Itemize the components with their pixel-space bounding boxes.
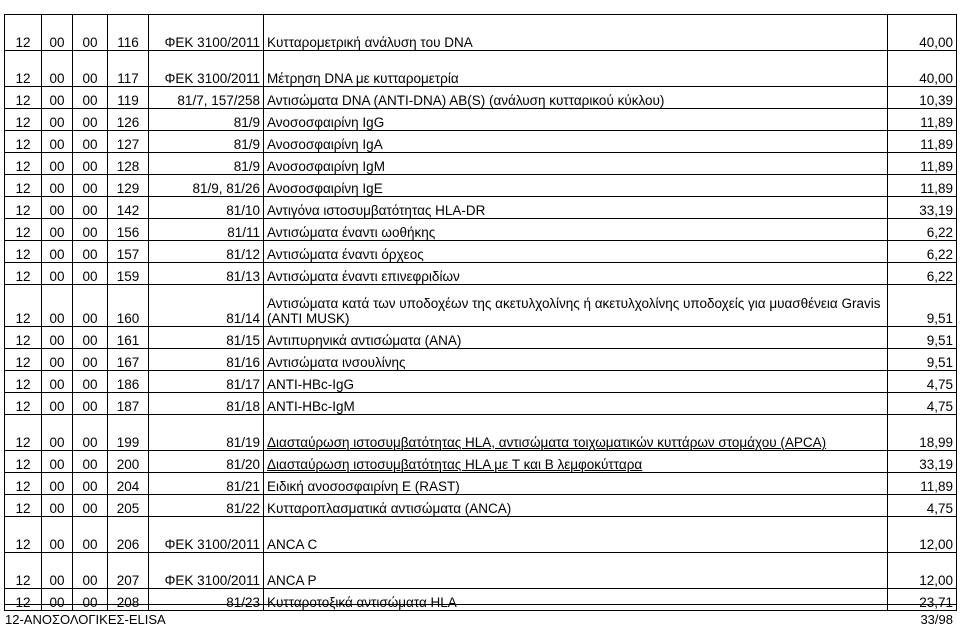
cell-price: 9,51: [888, 349, 957, 371]
cell-group: 12: [5, 153, 42, 175]
cell-subsubgroup: 00: [73, 109, 108, 131]
cell-code: 129: [108, 175, 149, 197]
cell-price: 9,51: [888, 327, 957, 349]
cell-subsubgroup: 00: [73, 153, 108, 175]
cell-subsubgroup: 00: [73, 589, 108, 611]
cell-reference: ΦΕΚ 3100/2011: [149, 553, 264, 589]
cell-reference: 81/11: [149, 219, 264, 241]
cell-subgroup: 00: [42, 415, 73, 451]
cell-subsubgroup: 00: [73, 473, 108, 495]
cell-description: Ειδική ανοσοσφαιρίνη E (RAST): [264, 473, 888, 495]
cell-price: 4,75: [888, 393, 957, 415]
table-row: [5, 495, 957, 517]
cell-price: 40,00: [888, 51, 957, 87]
cell-subsubgroup: 00: [73, 131, 108, 153]
cell-reference: 81/19: [149, 415, 264, 451]
cell-subgroup: 00: [42, 517, 73, 553]
cell-description: Αντισώματα ινσουλίνης: [264, 349, 888, 371]
cell-price: 11,89: [888, 175, 957, 197]
cell-code: 199: [108, 415, 149, 451]
cell-group: 12: [5, 451, 42, 473]
cell-code: 208: [108, 589, 149, 611]
cell-group: 12: [5, 175, 42, 197]
cell-description: Κυτταρομετρική ανάλυση του DNA: [264, 15, 888, 51]
cell-code: 161: [108, 327, 149, 349]
cell-reference: 81/9: [149, 109, 264, 131]
cell-subsubgroup: 00: [73, 517, 108, 553]
cell-description: Αντισώματα έναντι ωοθήκης: [264, 219, 888, 241]
cell-subgroup: 00: [42, 15, 73, 51]
cell-price: 33,19: [888, 451, 957, 473]
cell-subsubgroup: 00: [73, 553, 108, 589]
cell-price: 40,00: [888, 15, 957, 51]
cell-description: ANTI-HBc-IgM: [264, 393, 888, 415]
table-row: [5, 327, 957, 349]
cell-subgroup: 00: [42, 451, 73, 473]
cell-subsubgroup: 00: [73, 51, 108, 87]
cell-reference: 81/9, 81/26: [149, 175, 264, 197]
cell-code: 157: [108, 241, 149, 263]
cell-price: 6,22: [888, 241, 957, 263]
cell-description: Ανοσοσφαιρίνη IgA: [264, 131, 888, 153]
cell-reference: 81/13: [149, 263, 264, 285]
cell-reference: ΦΕΚ 3100/2011: [149, 517, 264, 553]
cell-description: Αντιπυρηνικά αντισώματα (ANA): [264, 327, 888, 349]
table-row: [5, 219, 957, 241]
tariff-table: [4, 14, 957, 611]
cell-group: 12: [5, 219, 42, 241]
table-row: [5, 241, 957, 263]
cell-group: 12: [5, 197, 42, 219]
cell-price: 6,22: [888, 263, 957, 285]
cell-description: Μέτρηση DNA με κυτταρομετρία: [264, 51, 888, 87]
cell-subgroup: 00: [42, 589, 73, 611]
cell-code: 126: [108, 109, 149, 131]
cell-reference: ΦΕΚ 3100/2011: [149, 51, 264, 87]
cell-subgroup: 00: [42, 219, 73, 241]
table-row: [5, 175, 957, 197]
cell-code: 142: [108, 197, 149, 219]
cell-reference: 81/21: [149, 473, 264, 495]
table-row: [5, 553, 957, 589]
cell-price: 11,89: [888, 131, 957, 153]
cell-group: 12: [5, 285, 42, 327]
cell-code: 119: [108, 87, 149, 109]
cell-group: 12: [5, 51, 42, 87]
cell-group: 12: [5, 473, 42, 495]
table-row: [5, 51, 957, 87]
cell-description: Αντισώματα DNA (ANTI-DNA) AB(S) (ανάλυση κυτταρικού κύκλου): [264, 87, 888, 109]
cell-description: Αντισώματα έναντι όρχεος: [264, 241, 888, 263]
cell-subgroup: 00: [42, 553, 73, 589]
cell-code: 128: [108, 153, 149, 175]
table-row: [5, 473, 957, 495]
table-row: [5, 197, 957, 219]
table-row: [5, 285, 957, 327]
cell-reference: 81/14: [149, 285, 264, 327]
table-row: [5, 109, 957, 131]
cell-description: Ανοσοσφαιρίνη IgE: [264, 175, 888, 197]
cell-subsubgroup: 00: [73, 197, 108, 219]
cell-reference: 81/17: [149, 371, 264, 393]
cell-reference: 81/9: [149, 153, 264, 175]
cell-description: ANCA P: [264, 553, 888, 589]
cell-description: ANTI-HBc-IgG: [264, 371, 888, 393]
cell-reference: 81/12: [149, 241, 264, 263]
cell-group: 12: [5, 87, 42, 109]
cell-subgroup: 00: [42, 241, 73, 263]
cell-reference: 81/23: [149, 589, 264, 611]
cell-reference: 81/20: [149, 451, 264, 473]
cell-description: Αντισώματα έναντι επινεφριδίων: [264, 263, 888, 285]
cell-group: 12: [5, 131, 42, 153]
table-row: [5, 393, 957, 415]
footer-section-label: 12-ΑΝΟΣΟΛΟΓΙΚΕΣ-ELISA: [5, 612, 166, 627]
cell-code: 116: [108, 15, 149, 51]
cell-subgroup: 00: [42, 131, 73, 153]
cell-group: 12: [5, 495, 42, 517]
cell-description: Κυτταροπλασματικά αντισώματα (ANCA): [264, 495, 888, 517]
cell-subgroup: 00: [42, 495, 73, 517]
table-row: [5, 87, 957, 109]
cell-group: 12: [5, 393, 42, 415]
table-row: [5, 153, 957, 175]
cell-subgroup: 00: [42, 263, 73, 285]
cell-price: 4,75: [888, 371, 957, 393]
cell-subsubgroup: 00: [73, 495, 108, 517]
cell-code: 207: [108, 553, 149, 589]
cell-description: Αντιγόνα ιστοσυμβατότητας HLA-DR: [264, 197, 888, 219]
cell-group: 12: [5, 15, 42, 51]
cell-description: Ανοσοσφαιρίνη IgG: [264, 109, 888, 131]
cell-group: 12: [5, 553, 42, 589]
cell-subsubgroup: 00: [73, 371, 108, 393]
cell-description: ANCA C: [264, 517, 888, 553]
cell-subgroup: 00: [42, 175, 73, 197]
cell-code: 167: [108, 349, 149, 371]
table-row: [5, 263, 957, 285]
cell-description: Ανοσοσφαιρίνη IgM: [264, 153, 888, 175]
table-row: [5, 349, 957, 371]
cell-code: 200: [108, 451, 149, 473]
cell-reference: 81/18: [149, 393, 264, 415]
table-row: [5, 15, 957, 51]
cell-description: Αντισώματα κατά των υποδοχέων της ακετυλχολίνης ή ακετυλχολίνης υποδοχείς για μυασθένεια Gravis (ANTI MUSK): [264, 285, 888, 327]
cell-reference: 81/9: [149, 131, 264, 153]
cell-reference: 81/7, 157/258: [149, 87, 264, 109]
cell-subgroup: 00: [42, 109, 73, 131]
cell-price: 4,75: [888, 495, 957, 517]
cell-price: 11,89: [888, 473, 957, 495]
table-row: [5, 415, 957, 451]
cell-subsubgroup: 00: [73, 87, 108, 109]
cell-code: 160: [108, 285, 149, 327]
cell-price: 12,00: [888, 553, 957, 589]
cell-group: 12: [5, 263, 42, 285]
cell-group: 12: [5, 589, 42, 611]
cell-reference: 81/15: [149, 327, 264, 349]
cell-group: 12: [5, 241, 42, 263]
cell-code: 117: [108, 51, 149, 87]
cell-group: 12: [5, 327, 42, 349]
cell-code: 186: [108, 371, 149, 393]
cell-subgroup: 00: [42, 473, 73, 495]
cell-subgroup: 00: [42, 197, 73, 219]
cell-code: 206: [108, 517, 149, 553]
cell-group: 12: [5, 349, 42, 371]
cell-price: 10,39: [888, 87, 957, 109]
cell-code: 159: [108, 263, 149, 285]
cell-subgroup: 00: [42, 393, 73, 415]
cell-price: 9,51: [888, 285, 957, 327]
cell-subsubgroup: 00: [73, 15, 108, 51]
cell-subsubgroup: 00: [73, 285, 108, 327]
cell-price: 18,99: [888, 415, 957, 451]
cell-subsubgroup: 00: [73, 327, 108, 349]
cell-group: 12: [5, 517, 42, 553]
cell-price: 11,89: [888, 109, 957, 131]
cell-description: Διασταύρωση ιστοσυμβατότητας HLA, αντισώματα τοιχωματικών κυττάρων στομάχου (APCA): [264, 415, 888, 451]
cell-subsubgroup: 00: [73, 241, 108, 263]
cell-code: 204: [108, 473, 149, 495]
cell-subsubgroup: 00: [73, 415, 108, 451]
table-row: [5, 371, 957, 393]
cell-subsubgroup: 00: [73, 393, 108, 415]
cell-code: 127: [108, 131, 149, 153]
cell-group: 12: [5, 109, 42, 131]
cell-subgroup: 00: [42, 349, 73, 371]
cell-reference: 81/10: [149, 197, 264, 219]
cell-subsubgroup: 00: [73, 263, 108, 285]
cell-price: 33,19: [888, 197, 957, 219]
cell-code: 187: [108, 393, 149, 415]
cell-reference: ΦΕΚ 3100/2011: [149, 15, 264, 51]
cell-description: Κυτταροτοξικά αντισώματα HLA: [264, 589, 888, 611]
cell-subgroup: 00: [42, 327, 73, 349]
cell-subgroup: 00: [42, 87, 73, 109]
cell-subgroup: 00: [42, 153, 73, 175]
table-row: [5, 517, 957, 553]
cell-code: 156: [108, 219, 149, 241]
cell-subgroup: 00: [42, 285, 73, 327]
cell-code: 205: [108, 495, 149, 517]
cell-price: 6,22: [888, 219, 957, 241]
footer-divider: [4, 604, 956, 605]
cell-price: 12,00: [888, 517, 957, 553]
cell-subgroup: 00: [42, 51, 73, 87]
cell-reference: 81/16: [149, 349, 264, 371]
cell-price: 11,89: [888, 153, 957, 175]
cell-subsubgroup: 00: [73, 451, 108, 473]
cell-price: 23,71: [888, 589, 957, 611]
cell-description: Διασταύρωση ιστοσυμβατότητας HLA με T και B λεμφοκύτταρα: [264, 451, 888, 473]
cell-group: 12: [5, 415, 42, 451]
cell-subgroup: 00: [42, 371, 73, 393]
cell-subsubgroup: 00: [73, 175, 108, 197]
table-row: [5, 451, 957, 473]
cell-subsubgroup: 00: [73, 349, 108, 371]
cell-group: 12: [5, 371, 42, 393]
cell-subsubgroup: 00: [73, 219, 108, 241]
footer-page-number: 33/98: [920, 612, 953, 627]
cell-reference: 81/22: [149, 495, 264, 517]
table-row: [5, 131, 957, 153]
table-row: [5, 589, 957, 611]
